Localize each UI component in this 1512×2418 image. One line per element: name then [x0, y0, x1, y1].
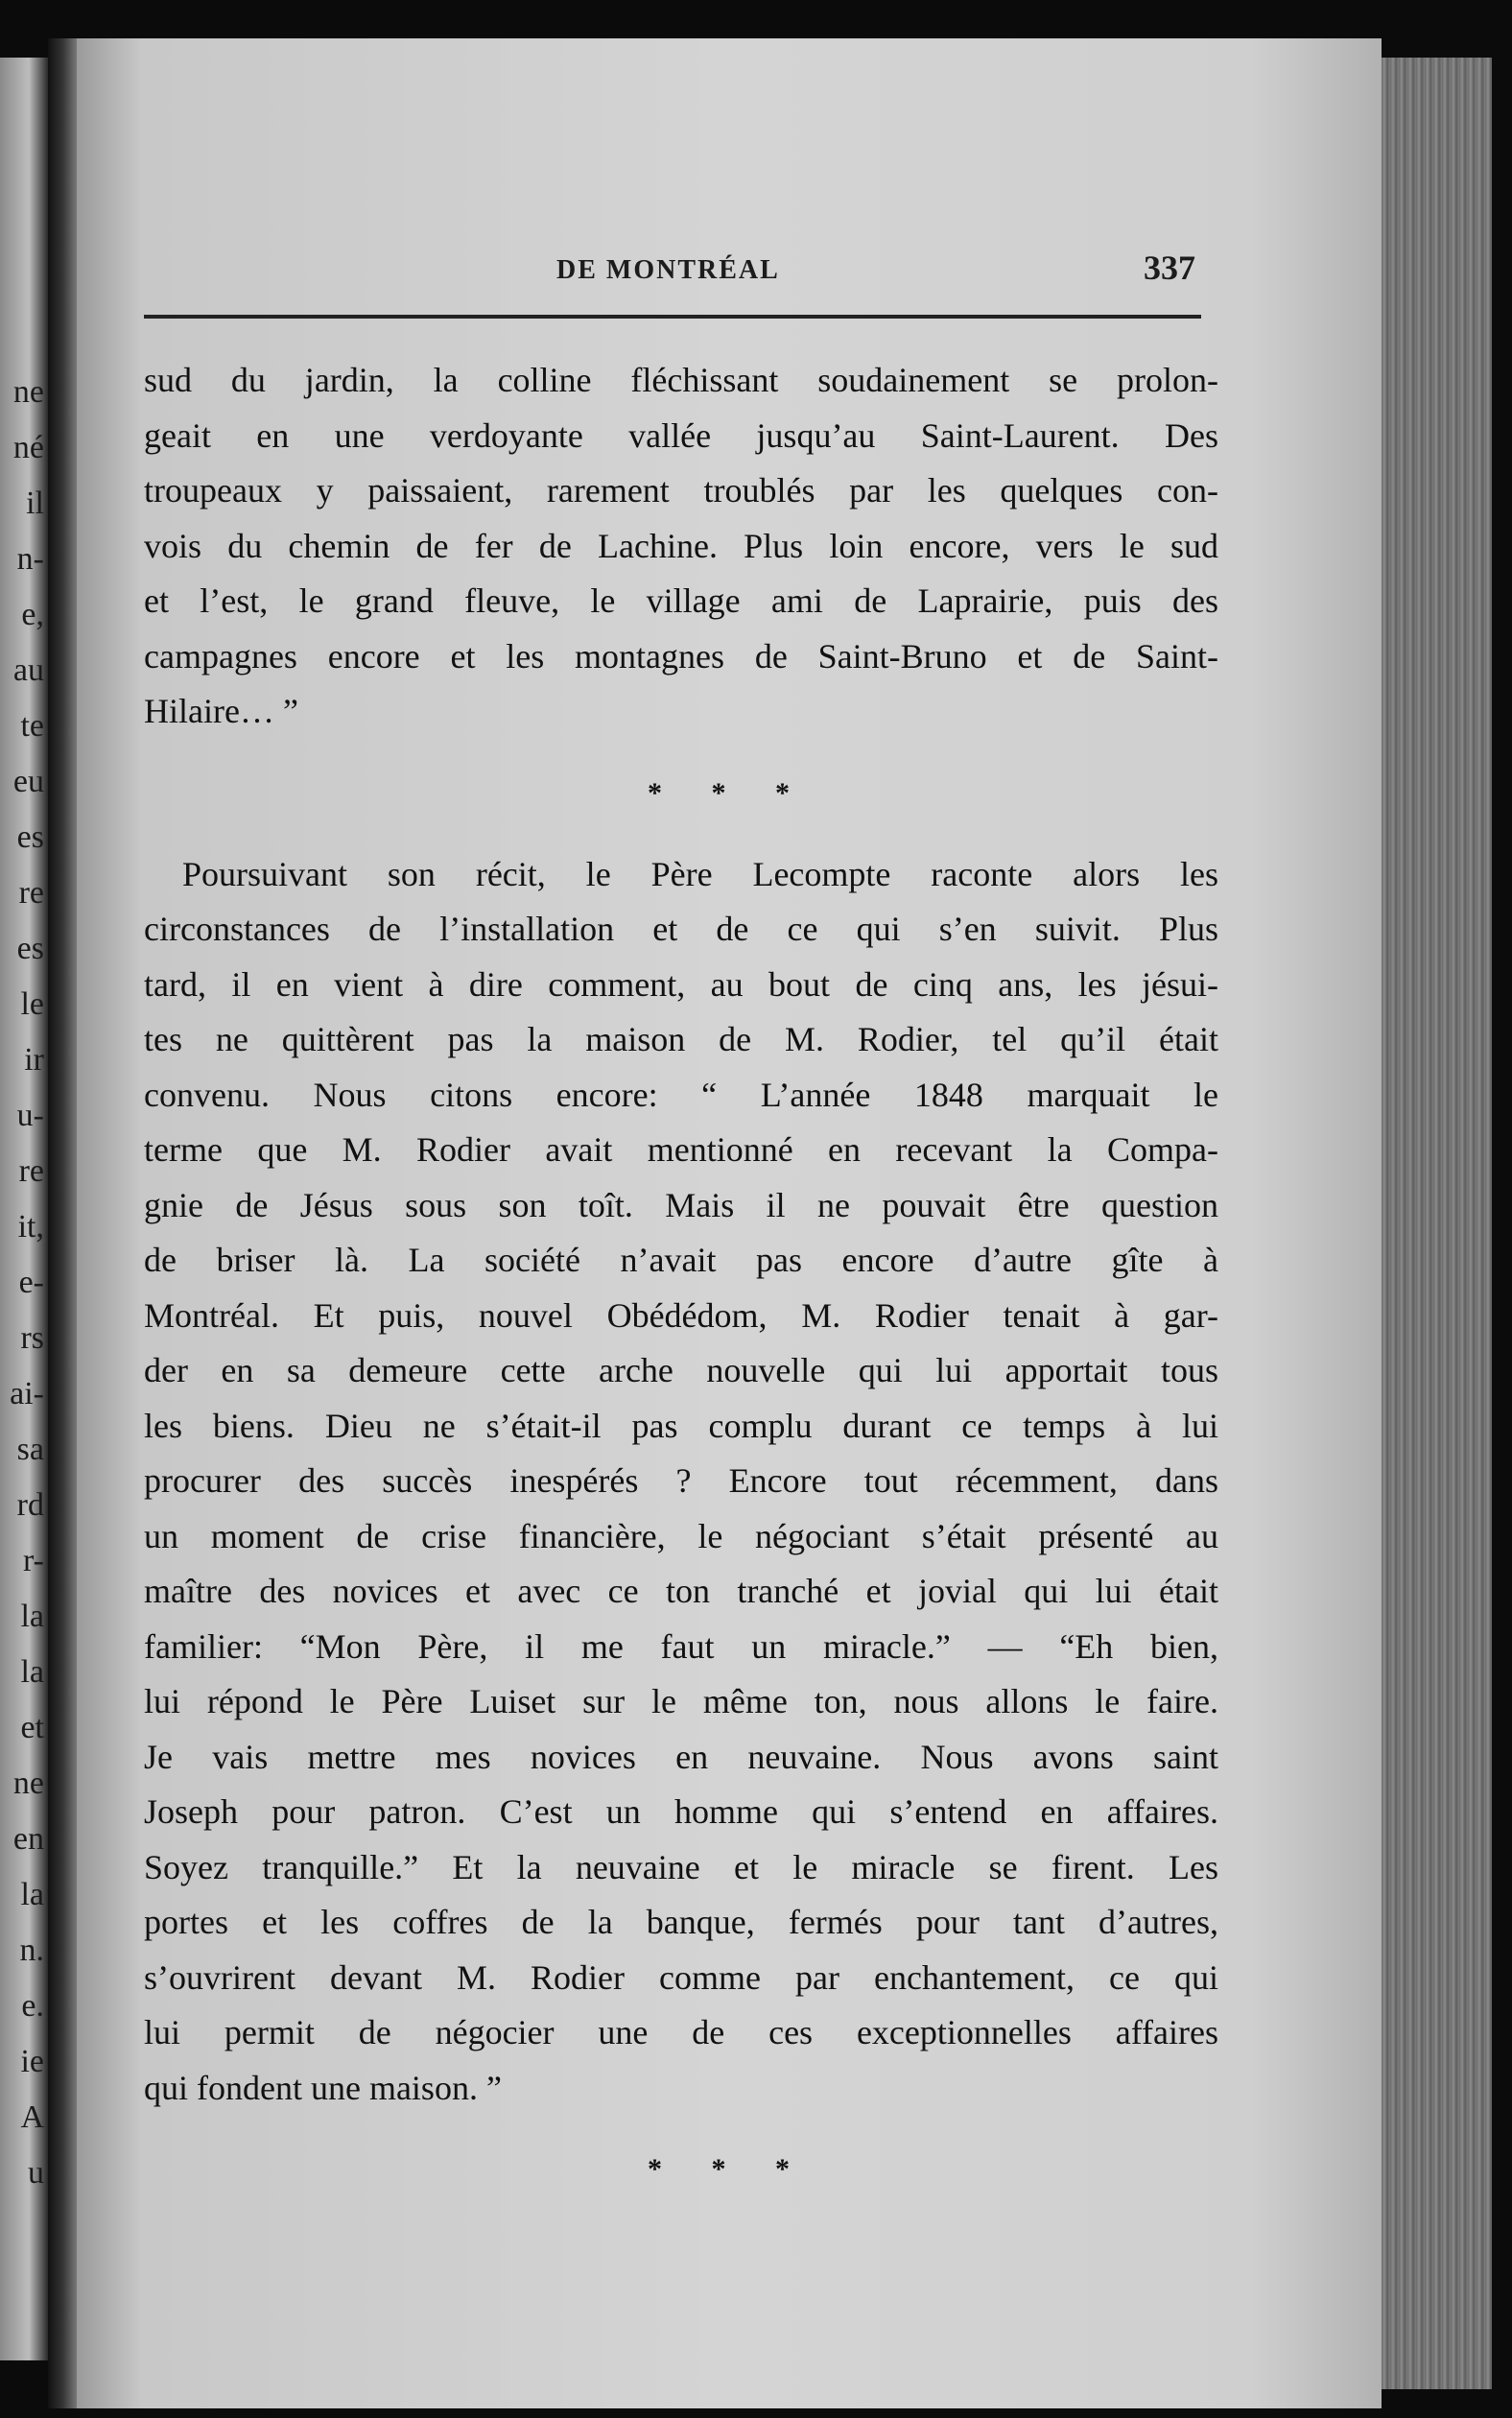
- facing-page-fragment: e.: [21, 1988, 44, 2024]
- text-line: troupeaux y paissaient, rarement troublés par les quelques con-: [144, 471, 1218, 510]
- text-line: convenu. Nous citons encore: “ L’année 1848 marquait le: [144, 1075, 1218, 1114]
- facing-page-fragment: il: [26, 486, 44, 521]
- text-line: lui permit de négocier une de ces exceptionnelles affaires: [144, 2013, 1218, 2051]
- facing-page-fragment: ne: [12, 374, 44, 410]
- facing-page-fragment: rs: [20, 1320, 44, 1356]
- facing-page-fragment: re: [18, 1153, 44, 1189]
- facing-page-fragment: eu: [12, 764, 44, 799]
- running-title: DE MONTRÉAL: [556, 255, 780, 285]
- facing-page-fragment: la: [20, 1599, 44, 1634]
- facing-page-fragment: le: [20, 986, 44, 1022]
- text-line: familier: “Mon Père, il me faut un miracle.” — “Eh bien,: [144, 1626, 1218, 1666]
- facing-page-fragment: es: [16, 819, 44, 855]
- facing-page-fragment: e-: [18, 1265, 44, 1300]
- paragraph-2: [144, 847, 1218, 2117]
- facing-page-fragment: au: [12, 652, 44, 688]
- facing-page-fragment: et: [20, 1710, 44, 1745]
- text-line: terme que M. Rodier avait mentionné en recevant la Compa-: [144, 1130, 1218, 1169]
- text-line: tard, il en vient à dire comment, au bout de cinq ans, les jésui-: [144, 964, 1218, 1004]
- text-line: Hilaire… ”: [144, 692, 298, 730]
- book-gutter: [48, 38, 77, 2408]
- text-line: vois du chemin de fer de Lachine. Plus loin encore, vers le sud: [144, 526, 1218, 565]
- paragraph-1: [144, 353, 1218, 740]
- text-line: procurer des succès inespérés ? Encore tout récemment, dans: [144, 1461, 1218, 1500]
- text-line: der en sa demeure cette arche nouvelle qui lui apportait tous: [144, 1351, 1218, 1389]
- facing-page-fragment: e,: [21, 597, 44, 632]
- facing-page-fragment: sa: [16, 1432, 44, 1467]
- text-line: gnie de Jésus sous son toît. Mais il ne pouvait être question: [144, 1185, 1218, 1224]
- text-line: Joseph pour patron. C’est un homme qui s’entend en affaires.: [144, 1792, 1218, 1831]
- facing-page-fragment: n-: [16, 541, 44, 577]
- facing-page-fragment: u: [28, 2155, 44, 2191]
- facing-page-fragment: es: [16, 931, 44, 966]
- facing-page-fragment: la: [20, 1654, 44, 1690]
- text-line: lui répond le Père Luiset sur le même ton, nous allons le faire.: [144, 1682, 1218, 1720]
- facing-page-fragment: r-: [23, 1543, 44, 1578]
- facing-page-fragment: en: [12, 1821, 44, 1857]
- text-line: qui fondent une maison. ”: [144, 2068, 502, 2107]
- page-number: 337: [1144, 249, 1195, 287]
- text-line: maître des novices et avec ce ton tranché et jovial qui lui était: [144, 1572, 1218, 1610]
- facing-page-fragment: ie: [20, 2044, 44, 2079]
- text-line: Montréal. Et puis, nouvel Obédédom, M. Rodier tenait à gar-: [144, 1295, 1218, 1335]
- text-line: geait en une verdoyante vallée jusqu’au Saint-Laurent. Des: [144, 415, 1218, 455]
- facing-page-fragment: né: [12, 430, 44, 465]
- facing-page-fragment: ai-: [10, 1376, 44, 1411]
- page-stack-edge: [1382, 58, 1492, 2389]
- facing-page-fragment: ir: [24, 1042, 44, 1078]
- facing-page-fragment: la: [20, 1877, 44, 1912]
- body-text: [144, 353, 1218, 2223]
- text-line: tes ne quittèrent pas la maison de M. Rodier, tel qu’il était: [144, 1020, 1218, 1058]
- text-line: un moment de crise financière, le négociant s’était présenté au: [144, 1516, 1218, 1555]
- facing-page-fragment: te: [20, 708, 44, 744]
- facing-page-fragment: n.: [19, 1932, 44, 1968]
- section-separator: * * *: [648, 2153, 811, 2185]
- facing-page-edge: [0, 58, 48, 2360]
- text-line: Soyez tranquille.” Et la neuvaine et le miracle se firent. Les: [144, 1847, 1218, 1886]
- facing-page-fragment: ne: [12, 1766, 44, 1801]
- header-rule: [144, 315, 1201, 319]
- text-line: s’ouvrirent devant M. Rodier comme par enchantement, ce qui: [144, 1957, 1218, 1997]
- text-line: les biens. Dieu ne s’était-il pas complu durant ce temps à lui: [144, 1406, 1218, 1445]
- facing-page-fragment: it,: [17, 1209, 44, 1245]
- text-line: de briser là. La société n’avait pas encore d’autre gîte à: [144, 1241, 1218, 1279]
- text-line: Je vais mettre mes novices en neuvaine. Nous avons saint: [144, 1737, 1218, 1776]
- text-line: campagnes encore et les montagnes de Saint-Bruno et de Saint-: [144, 636, 1218, 676]
- text-line: Poursuivant son récit, le Père Lecompte raconte alors les: [182, 854, 1218, 893]
- text-line: et l’est, le grand fleuve, le village ami de Laprairie, puis des: [144, 581, 1218, 620]
- text-line: circonstances de l’installation et de ce qui s’en suivit. Plus: [144, 910, 1218, 948]
- section-separator: * * *: [648, 776, 811, 809]
- text-line: portes et les coffres de la banque, fermés pour tant d’autres,: [144, 1903, 1218, 1941]
- text-line: sud du jardin, la colline fléchissant soudainement se prolon-: [144, 361, 1218, 399]
- facing-page-fragment: u-: [16, 1098, 44, 1133]
- facing-page-fragment: A: [20, 2099, 44, 2135]
- facing-page-fragment: rd: [16, 1487, 44, 1523]
- running-head: [144, 248, 1199, 290]
- facing-page-fragment: re: [18, 875, 44, 911]
